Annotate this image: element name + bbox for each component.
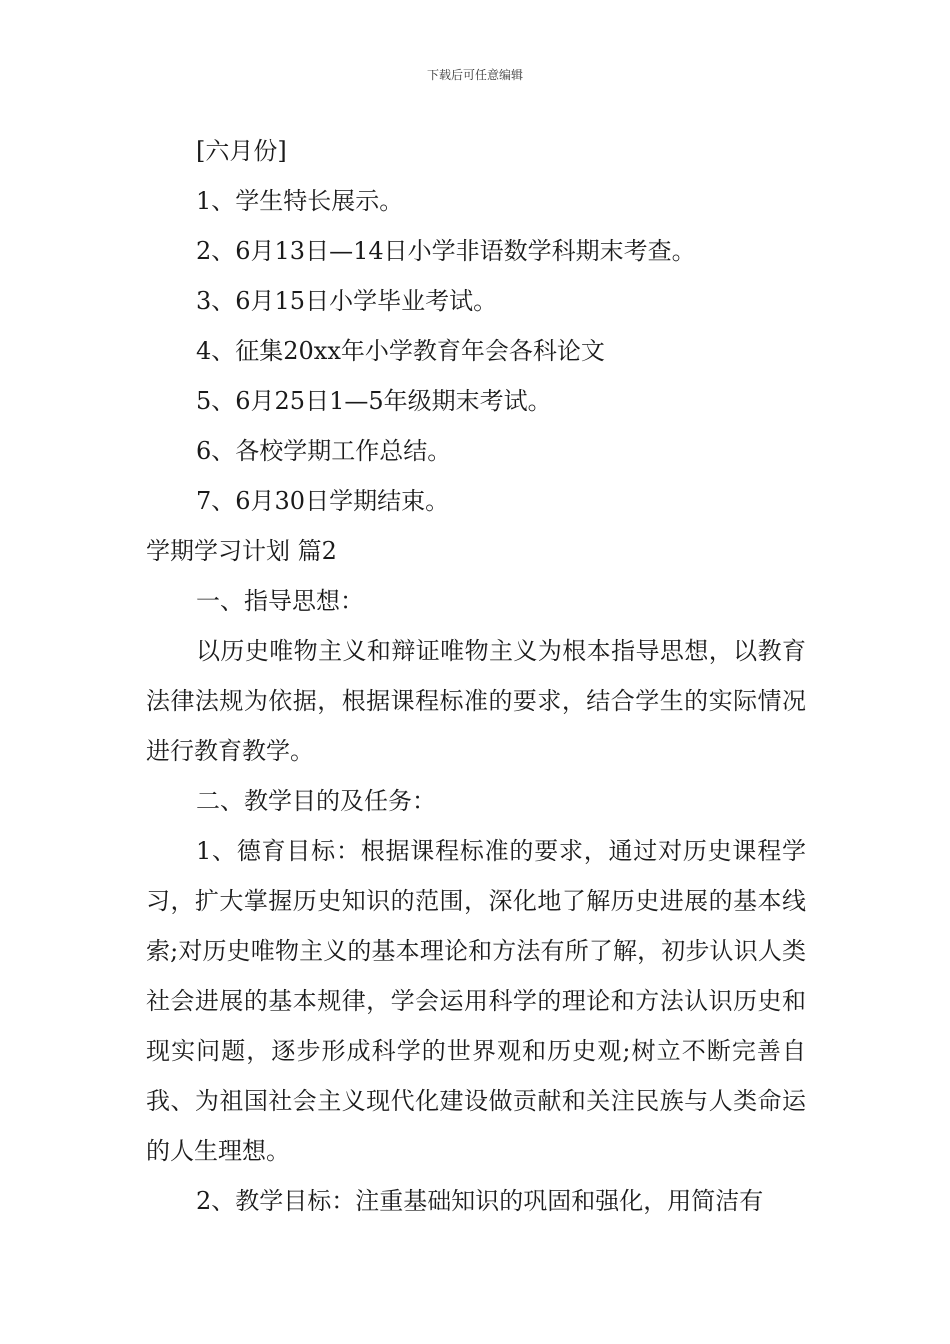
june-item-1: 1、学生特长展示。	[196, 187, 404, 215]
guiding-thought-paragraph: 以历史唯物主义和辩证唯物主义为根本指导思想，以教育法律法规为依据，根据课程标准的要求，结合学生的实际情况进行教育教学。	[146, 637, 806, 765]
june-item-7: 7、6月30日学期结束。	[196, 487, 450, 515]
section-title: 学期学习计划 篇2	[146, 537, 337, 565]
june-item-4: 4、征集20xx年小学教育年会各科论文	[196, 337, 605, 365]
june-item-5: 5、6月25日1—5年级期末考试。	[196, 387, 552, 415]
june-item-3: 3、6月15日小学毕业考试。	[196, 287, 498, 315]
document-body	[146, 126, 806, 1226]
moral-goal-paragraph: 1、德育目标：根据课程标准的要求，通过对历史课程学习，扩大掌握历史知识的范围，深化地了解历史进展的基本线索;对历史唯物主义的基本理论和方法有所了解，初步认识人类社会进展的基本规律，学会运用科学的理论和方法认识历史和现实问题，逐步形成科学的世界观和历史观;树立不断完善自我、为祖国社会主义现代化建设做贡献和关注民族与人类命运的人生理想。	[146, 837, 806, 1165]
june-item-6: 6、各校学期工作总结。	[196, 437, 452, 465]
teaching-goals-heading: 二、教学目的及任务：	[196, 787, 436, 815]
june-item-2: 2、6月13日—14日小学非语数学科期末考查。	[196, 237, 696, 265]
teaching-goal-paragraph: 2、教学目标：注重基础知识的巩固和强化，用简洁有	[196, 1187, 764, 1215]
june-heading: [六月份]	[196, 137, 287, 165]
guiding-thought-heading: 一、指导思想：	[196, 587, 364, 615]
header-note: 下载后可任意编辑	[426, 68, 523, 82]
